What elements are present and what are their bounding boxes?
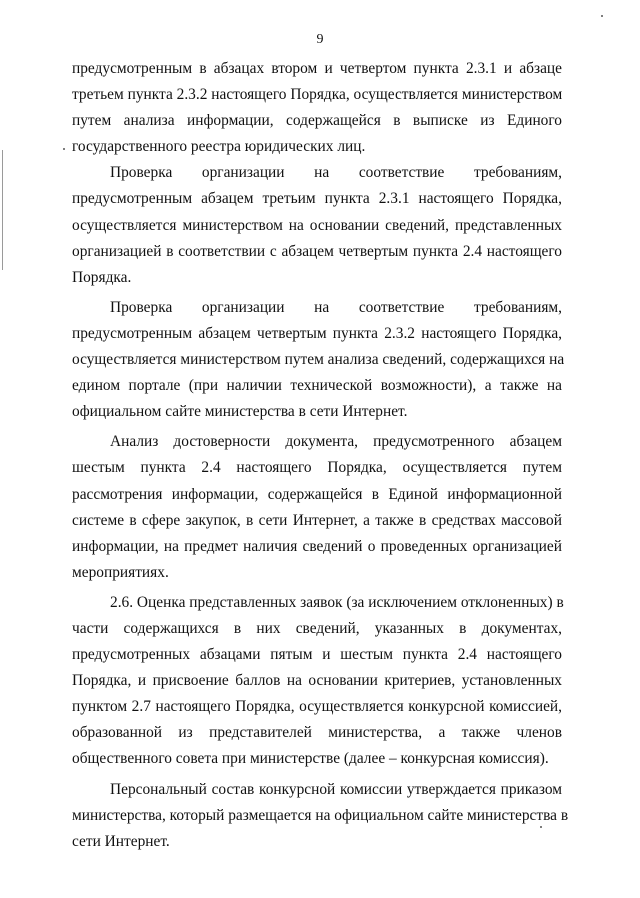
paragraph (72, 590, 562, 773)
text-line: едином портале (при наличии технической возможности), а также на (72, 377, 562, 395)
text-line: осуществляется министерством на основании сведений, представленных (72, 216, 562, 234)
paragraph (72, 160, 562, 290)
text-line: Проверка организации на соответствие требованиям, (110, 164, 562, 182)
document-body (72, 56, 569, 855)
text-line: образованной из представителей министерства, а также членов (72, 724, 562, 742)
text-line: Порядка, и присвоение баллов на основании критериев, установленных (72, 672, 562, 690)
text-line: предусмотренным абзацем третьим пункта 2.3.1 настоящего Порядка, (72, 190, 562, 208)
text-line: осуществляется министерством путем анализа сведений, содержащихся на (72, 351, 565, 369)
text-line: сети Интернет. (72, 832, 170, 850)
text-line: шестым пункта 2.4 настоящего Порядка, осуществляется путем (72, 459, 562, 477)
text-line: третьем пункта 2.3.2 настоящего Порядка, осуществляется министерством (72, 86, 563, 104)
text-line: путем анализа информации, содержащейся в выписке из Единого (72, 112, 562, 130)
text-line: пунктом 2.7 настоящего Порядка, осуществляется конкурсной комиссией, (72, 698, 562, 716)
paragraph (72, 429, 562, 586)
text-line: информации, на предмет наличия сведений о проведенных организацией (72, 537, 562, 555)
text-line: мероприятиях. (72, 563, 169, 581)
paragraph (72, 777, 569, 855)
text-line: предусмотренных абзацами пятым и шестым пункта 2.4 настоящего (72, 646, 562, 664)
text-line: 2.6. Оценка представленных заявок (за исключением отклоненных) в (110, 593, 564, 611)
text-line: общественного совета при министерстве (далее – конкурсная комиссия). (72, 750, 549, 768)
text-line: системе в сфере закупок, в сети Интернет, а также в средствах массовой (72, 511, 562, 529)
text-line: Проверка организации на соответствие требованиям, (110, 298, 562, 316)
text-line: официальном сайте министерства в сети Интернет. (72, 403, 408, 421)
text-line: Порядка. (72, 268, 132, 286)
text-line: министерства, который размещается на официальном сайте министерства в (72, 806, 569, 824)
scan-speck (63, 148, 65, 150)
text-line: государственного реестра юридических лиц. (72, 138, 366, 156)
text-line: предусмотренным абзацем четвертым пункта 2.3.2 настоящего Порядка, (72, 324, 562, 342)
text-line: Анализ достоверности документа, предусмотренного абзацем (110, 433, 562, 451)
text-line: организацией в соответствии с абзацем четвертым пункта 2.4 настоящего (72, 242, 562, 260)
text-line: части содержащихся в них сведений, указанных в документах, (72, 619, 562, 637)
text-line: рассмотрения информации, содержащейся в Единой информационной (72, 485, 562, 503)
text-line: предусмотренным в абзацах втором и четвертом пункта 2.3.1 и абзаце (72, 60, 562, 77)
paragraph (72, 56, 562, 160)
page-number: 9 (316, 32, 324, 47)
paragraph (72, 295, 565, 425)
scan-speck (601, 15, 603, 17)
text-line: Персональный состав конкурсной комиссии утверждается приказом (110, 780, 562, 798)
scan-edge-line (2, 150, 3, 270)
